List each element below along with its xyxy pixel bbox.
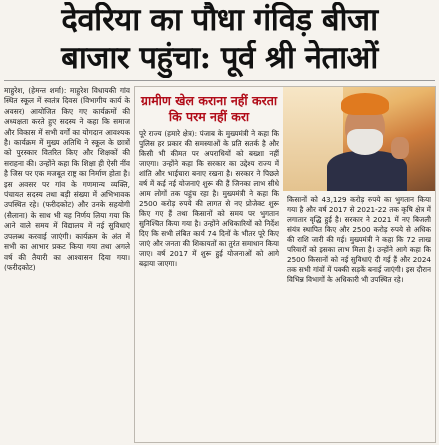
headline-line-1: देवरिया का पौधा गंविड़ बीजा <box>61 2 378 38</box>
boxed-story-column-a <box>139 129 279 439</box>
left-column-article <box>4 86 130 441</box>
boxed-story-column-b-text: किसानों को 43,129 करोड़ रुपये का भुगतान किया गया है और वर्ष 2017 से 2021-22 तक कृषि क्षेत्र में लगातार वृद्धि हुई है। सरकार ने 2021 में नए बिजली संयंत्र स्थापित किए और 2500 करोड़ रुपये से अधिक की राशि जारी की गई। मुख्यमंत्री ने कहा कि 72 लाख परिवारों को इसका लाभ मिला है। उन्होंने आगे कहा कि 2500 किसानों को नई सुविधाएं दी गई हैं और 2024 तक सभी गांवों में पक्की सड़कें बनाई जाएंगी। इस दौरान विभिन्न विभागों के अधिकारी भी उपस्थित रहे। <box>287 195 431 284</box>
boxed-story-column-a-text: पूरे राज्य (हमारे क्षेत्र): पंजाब के मुख्यमंत्री ने कहा कि पुलिस हर प्रकार की समस्याओं के प्रति सतर्क है और किसी भी कीमत पर अपराधियों को बख्शा नहीं जाएगा। उन्होंने कहा कि सरकार का उद्देश्य राज्य में शांति और भाईचारा बनाए रखना है। सरकार ने पिछले वर्ष में कई नई योजनाएं शुरू की हैं जिनका लाभ सीधे आम लोगों तक पहुंच रहा है। मुख्यमंत्री ने कहा कि 2500 करोड़ रुपये की लागत से नए प्रोजेक्ट शुरू किए गए हैं तथा किसानों को समय पर भुगतान सुनिश्चित किया गया है। उन्होंने अधिकारियों को निर्देश दिए कि सभी लंबित कार्य 74 दिनों के भीतर पूरे किए जाएं और जनता की शिकायतों का तुरंत समाधान किया जाए। वर्ष 2017 में शुरू हुई योजनाओं को आगे बढ़ाया जाएगा। <box>139 129 279 268</box>
headline-rule <box>4 80 435 81</box>
boxed-story-headline: ग्रामीण खेल कराना नहीं करता कि परम नहीं करा <box>140 93 278 124</box>
headline <box>4 2 435 78</box>
headline-line-2: बाजार पहुंचा: पूर्व श्री नेताओं <box>61 40 378 76</box>
boxed-story <box>134 86 436 443</box>
boxed-story-column-b <box>287 195 431 439</box>
left-column-text: माहुरेश, (हेमन्त शर्मा): माहुरेश विधायकी गांव स्थित स्कूल में स्वतंत्र दिवस (विभागीय कार्य के अवसर) आयोजित किए गए कार्यक्रमों की अध्यक्षता करते हुए सदस्य ने कहा कि समाज और विकास में सभी वर्गों का योगदान आवश्यक है। कार्यक्रम में मुख्य अतिथि ने स्कूल के छात्रों को पुरस्कार वितरित किए और शिक्षकों की सराहना की। उन्होंने कहा कि शिक्षा ही ऐसी नींव है जिस पर एक मजबूत राष्ट्र का निर्माण होता है। इस अवसर पर गांव के गणमान्य व्यक्ति, पंचायत सदस्य तथा बड़ी संख्या में अभिभावक उपस्थित रहे। (फरीदकोट) और उनके सहयोगी (सैलाना) के साथ भी यह निर्णय लिया गया कि आने वाले समय में विद्यालय में नई सुविधाएं उपलब्ध करवाई जाएंगी। कार्यक्रम के अंत में सभी का आभार प्रकट किया गया तथा अगले वर्ष की तैयारी का आश्वासन दिया गया। (फरीदकोट) <box>4 86 130 272</box>
politician-photo <box>283 87 435 191</box>
